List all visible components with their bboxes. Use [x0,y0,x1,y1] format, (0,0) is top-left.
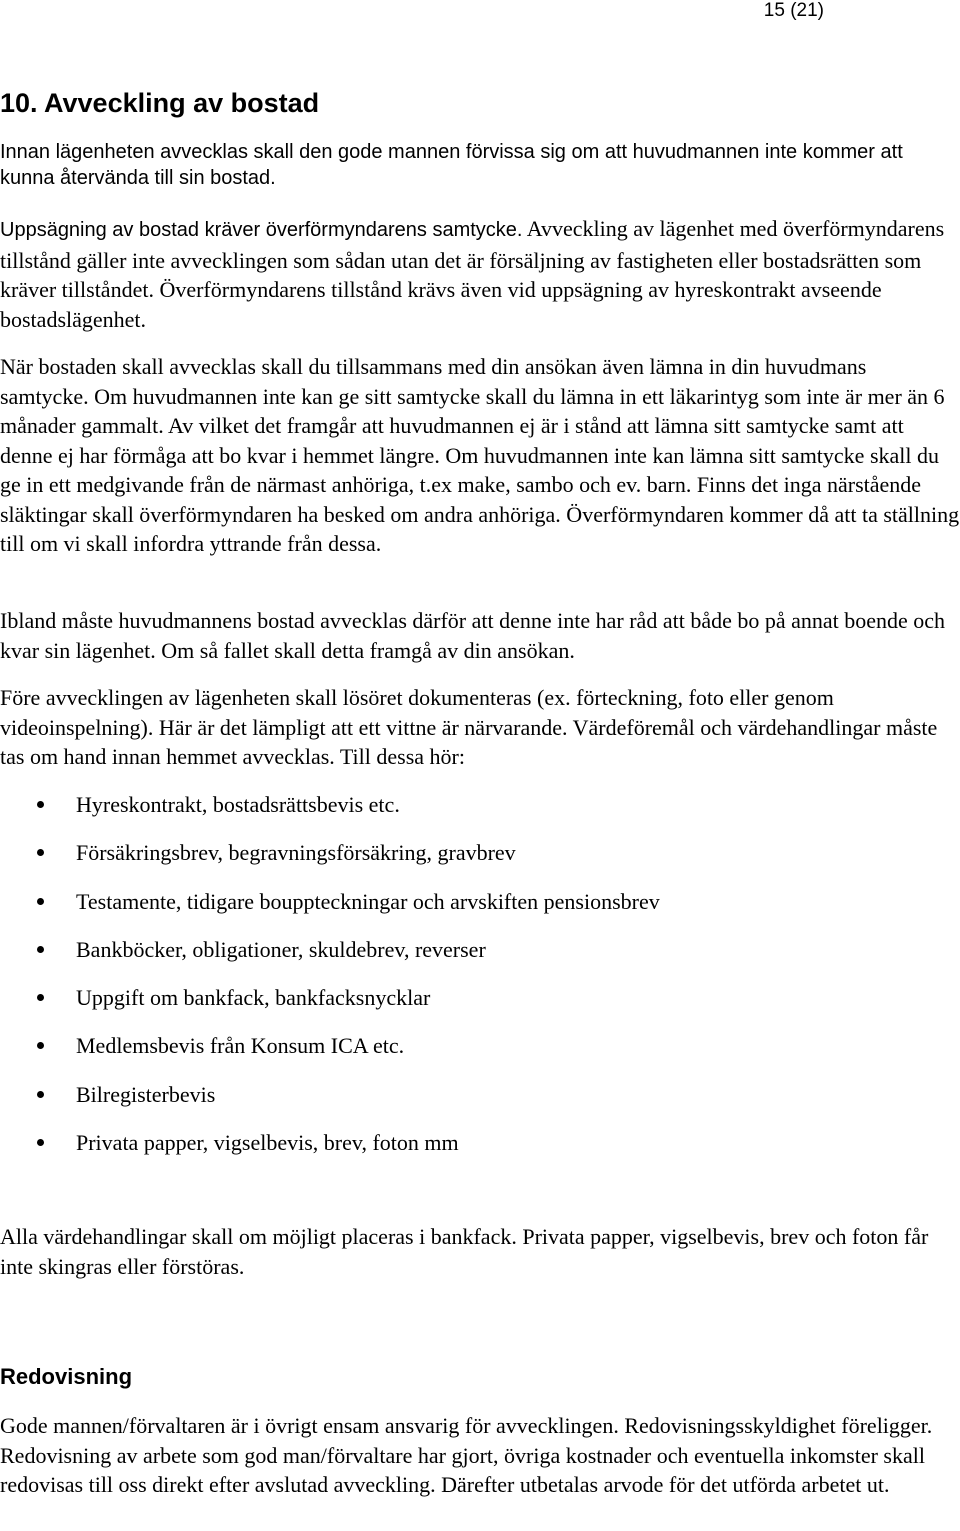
list-item [0,933,960,981]
bullet-icon [37,898,44,905]
list-item-text: Hyreskontrakt, bostadsrättsbevis etc. [76,792,400,817]
list-item-text: Bankböcker, obligationer, skuldebrev, reverser [76,936,486,962]
list-item-text: Medlemsbevis från Konsum ICA etc. [76,1033,405,1059]
bullet-icon [37,994,44,1001]
consent-rest-text: Avveckling av lägenhet med överförmyndarens tillstånd gäller inte avvecklingen som sådan utan det är försäljning av fastigheten eller bostadsrätten som kräver tillståndet. Överförmyndarens tillstånd krävs även vid uppsägning av hyreskontrakt avseende bostadslägenhet. [0,216,945,332]
reporting-title: Redovisning [0,1364,133,1389]
list-item-text: Försäkringsbrev, begravningsförsäkring, gravbrev [76,840,516,866]
documentation-paragraph: Före avvecklingen av lägenheten skall lösöret dokumenteras (ex. förteckning, foto eller genom videoinspelning). Här är det lämpligt att ett vittne är närvarande. Värdeföremål och värdehandlingar måste tas om hand innan hemmet avvecklas. Till dessa hör: [0,685,938,769]
section-title: 10. Avveckling av bostad [0,88,320,118]
list-item [0,1126,960,1174]
bullet-icon [37,1139,44,1146]
list-item [0,981,960,1029]
page-number: 15 (21) [763,0,824,21]
intro-paragraph: Innan lägenheten avvecklas skall den gode mannen förvissa sig om att huvudmannen inte kommer att kunna återvända till sin bostad. [0,141,903,189]
bullet-icon [37,801,44,808]
list-item [0,1078,960,1126]
forced-sale-paragraph: Ibland måste huvudmannens bostad avvecklas därför att denne inte har råd att både bo på annat boende och kvar sin lägenhet. Om så fallet skall detta framgå av din ansökan. [0,608,946,663]
bullet-icon [37,1042,44,1049]
consent-paragraph [0,214,960,334]
list-item-text: Testamente, tidigare bouppteckningar och arvskiften pensionsbrev [76,888,660,914]
list-item-text: Uppgift om bankfack, bankfacksnycklar [76,985,431,1011]
storage-paragraph: Alla värdehandlingar skall om möjligt placeras i bankfack. Privata papper, vigselbevis, brev och foton får inte skingras eller förstöras. [0,1224,929,1279]
reporting-paragraph: Gode mannen/förvaltaren är i övrigt ensam ansvarig för avvecklingen. Redovisningsskyldighet föreligger. Redovisning av arbete som god man/förvaltare har gjort, övriga kostnader och eventuella inkomster skall redovisas till oss direkt efter avslutad avveckling. Därefter utbetalas arvode för det utförda arbetet ut. [0,1413,933,1497]
list-item-text: Privata papper, vigselbevis, brev, foton mm [76,1130,459,1156]
list-item [0,885,960,933]
list-item [0,1029,960,1077]
bullet-icon [37,946,44,953]
application-paragraph: När bostaden skall avvecklas skall du tillsammans med din ansökan även lämna in din huvudmans samtycke. Om huvudmannen inte kan ge sitt samtycke skall du lämna in ett läkarintyg som inte är mer än 6 månader gammalt. Av vilket det framgår att huvudmannen ej är i stånd att lämna sitt samtycke samt att denne ej har förmåga att bo kvar i hemmet längre. Om huvudmannen inte kan lämna sitt samtycke skall du ge in ett medgivande från de närmast anhöriga, t.ex make, sambo och ev. barn. Finns det inga närstående släktingar skall överförmyndaren ha besked om andra anhöriga. Överförmyndaren kommer då att ta ställning till om vi skall infordra yttrande från dessa. [0,354,960,556]
list-item-text: Bilregisterbevis [76,1081,216,1107]
consent-lead-text: Uppsägning av bostad kräver överförmyndarens samtycke. [0,219,523,241]
list-item [0,788,960,836]
bullet-icon [37,849,44,856]
bullet-icon [37,1091,44,1098]
list-item [0,836,960,884]
valuables-list [0,788,960,1174]
